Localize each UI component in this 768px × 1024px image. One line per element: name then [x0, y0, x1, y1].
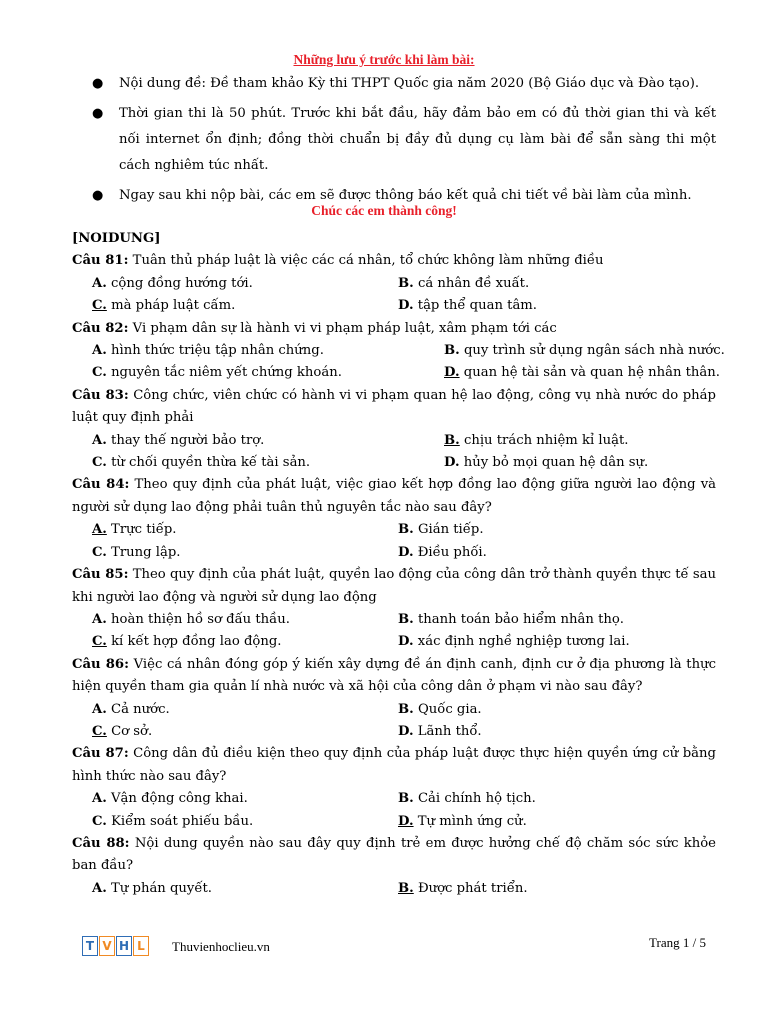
note-item: ● Ngay sau khi nộp bài, các em sẽ được thông báo kết quả chi tiết về bài làm của mình. [72, 183, 716, 209]
option-c: C. Kiểm soát phiếu bầu. [92, 813, 254, 829]
option-a: A. Vận động công khai. [92, 791, 248, 807]
question-stem: Câu 86: Việc cá nhân đóng góp ý kiến xây dựng đề án định canh, định cư ở địa phương là thực hiện quyền tham gia quản lí nhà nước và xã hội của công dân ở phạm vi nào sau đây? [72, 656, 716, 695]
notes-title: Những lưu ý trước khi làm bài: [293, 52, 475, 67]
option-b: B. Được phát triển. [398, 880, 528, 896]
question-stem: Câu 88: Nội dung quyền nào sau đây quy định trẻ em được hưởng chế độ chăm sóc sức khỏe ban đầu? [72, 835, 716, 874]
option-a: A. hình thức triệu tập nhân chứng. [92, 343, 324, 359]
options [72, 699, 716, 744]
option-b: B. Cải chính hộ tịch. [398, 791, 536, 807]
option-a: A. hoàn thiện hồ sơ đấu thầu. [92, 611, 290, 627]
notes-list [72, 71, 716, 213]
bullet-icon: ● [92, 106, 104, 121]
option-a: A. Tự phán quyết. [92, 880, 212, 896]
option-b: B. quy trình sử dụng ngân sách nhà nước. [444, 343, 725, 359]
bullet-icon: ● [92, 76, 104, 91]
question-stem: Câu 81: Tuân thủ pháp luật là việc các cá nhân, tổ chức không làm những điều [72, 253, 604, 269]
options [72, 340, 725, 385]
tvhl-logo [82, 936, 150, 956]
options [72, 609, 716, 654]
option-c: C. mà pháp luật cấm. [92, 298, 236, 314]
option-d: D. xác định nghề nghiệp tương lai. [398, 634, 630, 650]
option-c: C. Cơ sở. [92, 723, 153, 739]
logo-letter: V [99, 936, 115, 956]
option-c: C. từ chối quyền thừa kế tài sản. [92, 455, 311, 471]
option-a: A. Cả nước. [92, 701, 170, 717]
note-item: ● Thời gian thi là 50 phút. Trước khi bắt đầu, hãy đảm bảo em có đủ thời gian thi và kết nối internet ổn định; đồng thời chuẩn bị đầy đủ dụng cụ làm bài để sẵn sàng thi một cách nghiêm túc nhất. [72, 101, 716, 179]
option-a: A. thay thế người bảo trợ. [92, 432, 265, 448]
questions-body [72, 226, 725, 900]
question-stem: Câu 87: Công dân đủ điều kiện theo quy định của pháp luật được thực hiện quyền ứng cử bằng hình thức nào sau đây? [72, 746, 716, 784]
options [72, 273, 716, 318]
option-b: B. chịu trách nhiệm kỉ luật. [444, 432, 629, 448]
options [72, 519, 716, 564]
option-b: B. Gián tiếp. [398, 522, 484, 538]
option-c: C. kí kết hợp đồng lao động. [92, 634, 282, 650]
option-d: D. tập thể quan tâm. [398, 298, 538, 314]
options [72, 878, 716, 900]
option-d: D. hủy bỏ mọi quan hệ dân sự. [444, 455, 649, 471]
option-d: D. Điều phối. [398, 544, 487, 560]
option-a: A. Trực tiếp. [92, 522, 177, 538]
option-d: D. Tự mình ứng cử. [398, 813, 527, 829]
note-item: ● Nội dung đề: Đề tham khảo Kỳ thi THPT Quốc gia năm 2020 (Bộ Giáo dục và Đào tạo). [72, 71, 716, 97]
site-name: Thuvienhoclieu.vn [172, 939, 270, 954]
bullet-icon: ● [92, 188, 104, 203]
logo-letter: L [133, 936, 149, 956]
option-b: B. cá nhân đề xuất. [398, 275, 530, 291]
options [72, 788, 716, 833]
question-stem: Câu 85: Theo quy định của phát luật, quyền lao động của công dân trở thành quyền thực tế sau khi người lao động và người sử dụng lao động [72, 567, 716, 605]
option-c: C. Trung lập. [92, 544, 181, 560]
question-stem: Câu 83: Công chức, viên chức có hành vi vi phạm quan hệ lao động, công vụ nhà nước do pháp luật quy định phải [72, 387, 716, 426]
option-b: B. thanh toán bảo hiểm nhân thọ. [398, 611, 624, 627]
option-a: A. cộng đồng hướng tới. [92, 275, 253, 291]
logo-letter: T [82, 936, 98, 956]
closing-message: Chúc các em thành công! [311, 203, 457, 218]
option-c: C. nguyên tắc niêm yết chứng khoán. [92, 365, 342, 381]
option-d: D. quan hệ tài sản và quan hệ nhân thân. [444, 365, 720, 381]
option-d: D. Lãnh thổ. [398, 723, 482, 739]
question-stem: Câu 82: Vi phạm dân sự là hành vi vi phạm pháp luật, xâm phạm tới các [72, 320, 557, 336]
option-b: B. Quốc gia. [398, 701, 482, 717]
logo-letter: H [116, 936, 132, 956]
section-marker: [NOIDUNG] [72, 231, 161, 246]
page-number: Trang 1 / 5 [649, 935, 706, 950]
options [72, 430, 716, 475]
question-stem: Câu 84: Theo quy định của phát luật, việc giao kết hợp đồng lao động giữa người lao động và người sử dụng lao động phải tuân thủ nguyên tắc nào sau đây? [72, 477, 717, 515]
